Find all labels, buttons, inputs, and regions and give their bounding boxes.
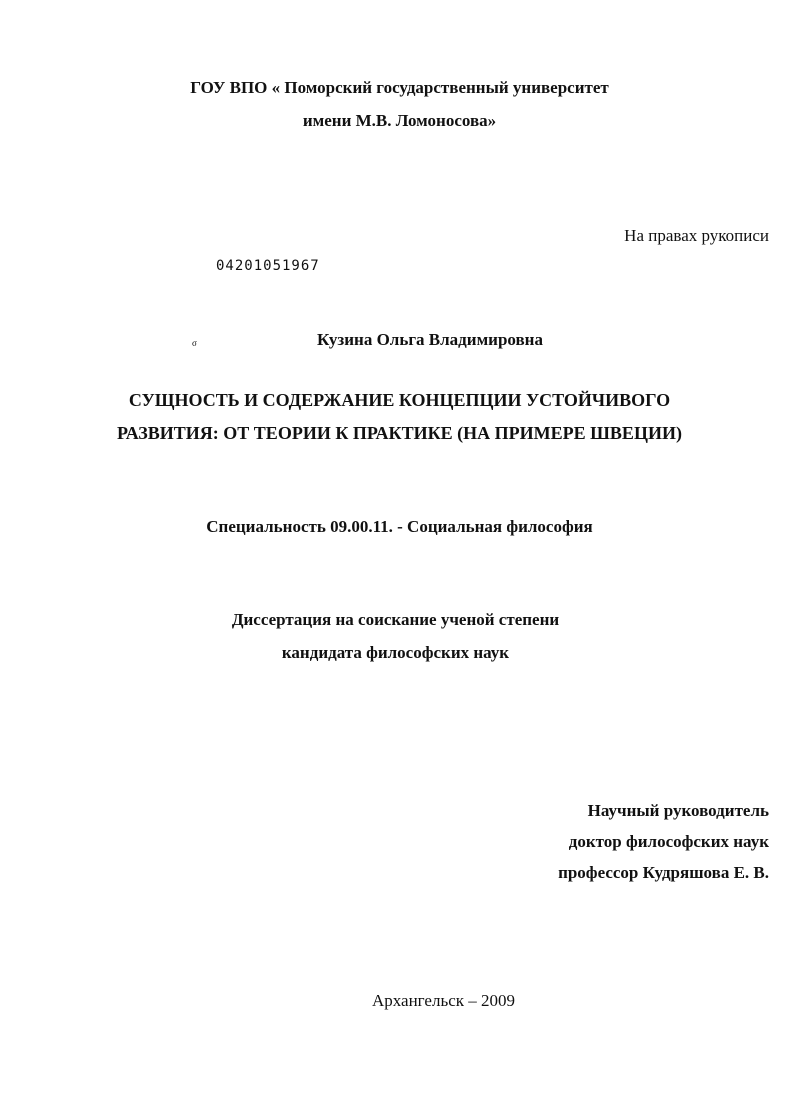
supervisor-line-2: доктор философских наук <box>568 832 769 851</box>
supervisor-line-3: профессор Кудряшова Е. В. <box>558 863 769 882</box>
city-year: Архангельск – 2009 <box>371 991 516 1010</box>
institution-line-2: имени М.В. Ломоносова» <box>302 111 497 130</box>
stray-mark: σ <box>192 338 197 348</box>
title-line-1: СУЩНОСТЬ И СОДЕРЖАНИЕ КОНЦЕПЦИИ УСТОЙЧИВОГО <box>128 390 671 410</box>
specialty: Специальность 09.00.11. - Социальная философия <box>206 517 593 536</box>
degree-line-1: Диссертация на соискание ученой степени <box>231 610 560 629</box>
institution-line-1: ГОУ ВПО « Поморский государственный университет <box>190 78 609 97</box>
author-name: Кузина Ольга Владимировна <box>317 330 543 349</box>
manuscript-note: На правах рукописи <box>624 226 769 245</box>
catalog-code: 04201051967 <box>216 258 320 274</box>
supervisor-line-1: Научный руководитель <box>587 801 769 820</box>
title-line-2: РАЗВИТИЯ: ОТ ТЕОРИИ К ПРАКТИКЕ (НА ПРИМЕРЕ ШВЕЦИИ) <box>117 423 682 443</box>
degree-line-2: кандидата философских наук <box>281 643 510 662</box>
